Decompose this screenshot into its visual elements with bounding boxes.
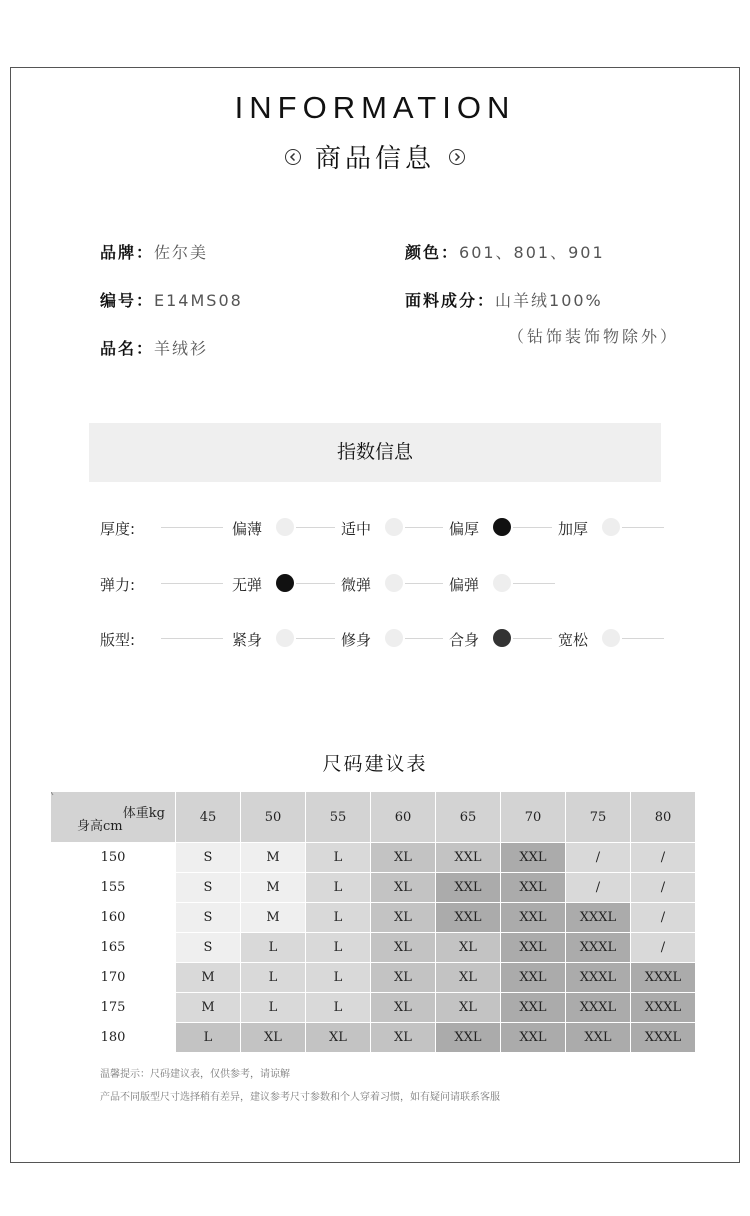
weight-header: 70	[501, 792, 566, 843]
info-fabric-key: 面料成分：	[405, 291, 496, 310]
index-connector-line	[296, 527, 335, 528]
size-cell: XXL	[501, 903, 566, 933]
size-cell: S	[176, 903, 241, 933]
size-cell: /	[631, 933, 696, 963]
size-cell: XXL	[436, 843, 501, 873]
size-cell: XL	[371, 1023, 436, 1053]
size-cell: L	[306, 903, 371, 933]
size-cell: L	[306, 843, 371, 873]
weight-header: 75	[566, 792, 631, 843]
index-connector-line	[405, 583, 443, 584]
size-cell: XL	[436, 933, 501, 963]
size-cell: XXL	[436, 873, 501, 903]
size-cell: M	[176, 993, 241, 1023]
size-cell: L	[241, 933, 306, 963]
index-connector-line	[622, 527, 664, 528]
size-cell: XXL	[501, 993, 566, 1023]
weight-header: 60	[371, 792, 436, 843]
index-option: 合身	[449, 631, 480, 649]
size-cell: XL	[371, 933, 436, 963]
index-connector-line	[513, 583, 555, 584]
info-color-value: 601、801、901	[459, 243, 605, 262]
size-cell: L	[306, 993, 371, 1023]
size-cell: XL	[306, 1023, 371, 1053]
size-cell: /	[566, 843, 631, 873]
size-cell: L	[176, 1023, 241, 1053]
index-dot	[602, 518, 620, 536]
size-table-title: 尺码建议表	[322, 753, 428, 775]
index-dot	[493, 574, 511, 592]
size-cell: XXXL	[631, 963, 696, 993]
size-cell: /	[631, 873, 696, 903]
table-row	[51, 1023, 696, 1053]
weight-header: 55	[306, 792, 371, 843]
size-cell: XXXL	[631, 993, 696, 1023]
size-cell: L	[306, 873, 371, 903]
info-name	[100, 336, 208, 359]
index-dot-selected	[493, 629, 511, 647]
size-cell: S	[176, 843, 241, 873]
size-table-corner	[51, 792, 176, 843]
table-row	[51, 963, 696, 993]
index-option: 宽松	[558, 631, 589, 649]
size-cell: XXL	[501, 933, 566, 963]
weight-header: 50	[241, 792, 306, 843]
corner-weight-label: 体重kg	[122, 806, 165, 821]
index-dot	[276, 629, 294, 647]
tip-line-2: 产品不同版型尺寸选择稍有差异，建议参考尺寸参数和个人穿着习惯，如有疑问请联系客服	[100, 1092, 500, 1103]
index-connector-line	[296, 638, 335, 639]
size-cell: XXXL	[566, 963, 631, 993]
info-code-value: E14MS08	[154, 291, 243, 310]
weight-header: 45	[176, 792, 241, 843]
index-option: 偏弹	[449, 576, 480, 594]
index-connector-line	[513, 527, 552, 528]
index-connector-line	[161, 527, 223, 528]
size-cell: XXXL	[566, 903, 631, 933]
index-option: 加厚	[558, 520, 589, 538]
size-cell: M	[241, 873, 306, 903]
table-row	[51, 843, 696, 873]
index-dot-selected	[276, 574, 294, 592]
index-connector-line	[161, 638, 223, 639]
size-cell: L	[241, 993, 306, 1023]
size-table-header	[51, 792, 696, 843]
index-option: 修身	[341, 631, 372, 649]
size-cell: XXL	[501, 1023, 566, 1053]
size-cell: XL	[436, 963, 501, 993]
size-cell: L	[241, 963, 306, 993]
index-banner: 指数信息	[89, 423, 661, 482]
table-row	[51, 993, 696, 1023]
size-cell: /	[631, 903, 696, 933]
arrow-right-icon	[449, 149, 465, 165]
size-cell: XXL	[501, 963, 566, 993]
table-row	[51, 873, 696, 903]
index-dot	[385, 629, 403, 647]
size-cell: /	[631, 843, 696, 873]
size-cell: M	[241, 903, 306, 933]
table-row	[51, 903, 696, 933]
tip-line-1: 温馨提示：尺码建议表，仅供参考，请谅解	[100, 1069, 290, 1080]
index-dot	[385, 574, 403, 592]
title-english: INFORMATION	[234, 90, 516, 125]
size-cell: XL	[371, 963, 436, 993]
arrow-left-icon	[285, 149, 301, 165]
size-cell: XXL	[436, 903, 501, 933]
info-brand-key: 品牌：	[100, 243, 155, 262]
info-brand	[100, 240, 208, 263]
size-cell: M	[176, 963, 241, 993]
info-code	[100, 288, 243, 311]
size-cell: XL	[371, 903, 436, 933]
size-cell: XL	[241, 1023, 306, 1053]
size-cell: XXL	[566, 1023, 631, 1053]
size-cell: XXXL	[566, 993, 631, 1023]
size-cell: XL	[436, 993, 501, 1023]
info-brand-value: 佐尔美	[154, 243, 209, 262]
info-code-key: 编号：	[100, 291, 155, 310]
info-fabric	[405, 288, 603, 311]
index-row-label: 弹力:	[100, 576, 136, 594]
index-connector-line	[405, 638, 443, 639]
index-connector-line	[513, 638, 552, 639]
size-cell: XXXL	[631, 1023, 696, 1053]
index-connector-line	[161, 583, 223, 584]
height-cell: 175	[51, 993, 176, 1023]
index-option: 无弹	[232, 576, 263, 594]
size-cell: S	[176, 933, 241, 963]
index-option: 偏薄	[232, 520, 263, 538]
height-cell: 180	[51, 1023, 176, 1053]
size-cell: XL	[371, 843, 436, 873]
weight-header: 65	[436, 792, 501, 843]
title-chinese: 商品信息	[314, 144, 435, 174]
index-connector-line	[622, 638, 664, 639]
table-row	[51, 933, 696, 963]
index-connector-line	[405, 527, 443, 528]
index-dot	[602, 629, 620, 647]
info-name-value: 羊绒衫	[154, 339, 209, 358]
size-cell: XL	[371, 993, 436, 1023]
height-cell: 170	[51, 963, 176, 993]
size-cell: L	[306, 933, 371, 963]
height-cell: 155	[51, 873, 176, 903]
size-cell: XL	[371, 873, 436, 903]
index-option: 适中	[341, 520, 372, 538]
index-option: 偏厚	[449, 520, 480, 538]
height-cell: 165	[51, 933, 176, 963]
height-cell: 150	[51, 843, 176, 873]
corner-height-label: 身高cm	[77, 819, 123, 834]
size-cell: XXL	[436, 1023, 501, 1053]
index-row-label: 版型:	[100, 631, 136, 649]
size-table	[50, 791, 696, 1053]
size-cell: M	[241, 843, 306, 873]
info-color	[405, 240, 605, 263]
size-cell: S	[176, 873, 241, 903]
info-name-key: 品名：	[100, 339, 155, 358]
index-option: 紧身	[232, 631, 263, 649]
size-cell: XXL	[501, 843, 566, 873]
info-fabric-value: 山羊绒100%	[495, 291, 603, 310]
height-cell: 160	[51, 903, 176, 933]
index-dot-selected	[493, 518, 511, 536]
size-cell: /	[566, 873, 631, 903]
title-chinese-row	[0, 138, 750, 175]
info-color-key: 颜色：	[405, 243, 460, 262]
fabric-note: （钻饰装饰物除外）	[508, 327, 680, 346]
index-connector-line	[296, 583, 335, 584]
index-option: 微弹	[341, 576, 372, 594]
weight-header: 80	[631, 792, 696, 843]
size-cell: XXXL	[566, 933, 631, 963]
index-dot	[276, 518, 294, 536]
size-cell: L	[306, 963, 371, 993]
index-row-label: 厚度:	[100, 520, 136, 538]
index-dot	[385, 518, 403, 536]
size-cell: XXL	[501, 873, 566, 903]
